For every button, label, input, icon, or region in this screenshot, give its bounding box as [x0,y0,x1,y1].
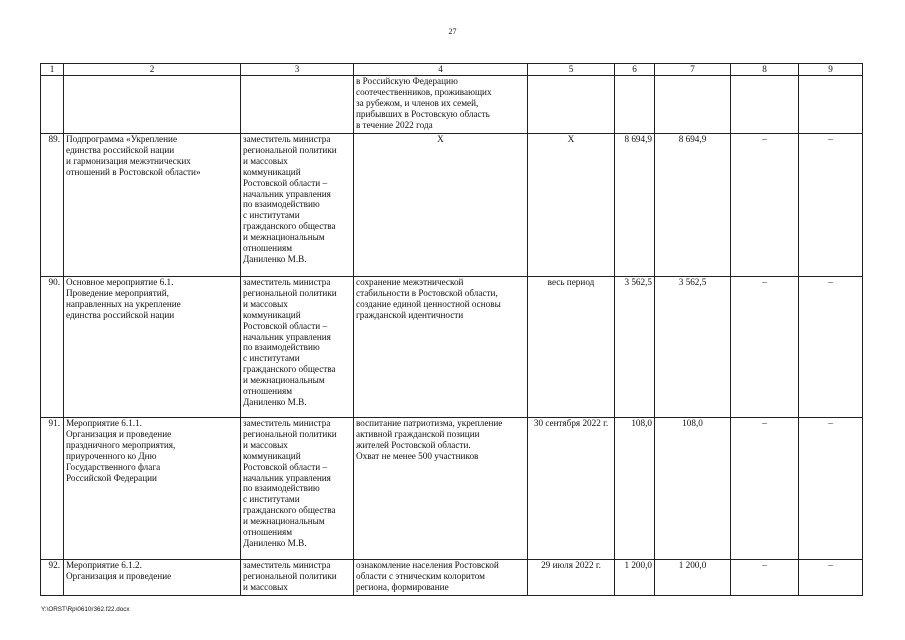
activity-name: Основное мероприятие 6.1. Проведение мероприятий, направленных на укрепление единства российской нации [64,277,241,418]
other-sources: – [799,134,863,277]
header-cell: 9 [799,64,863,76]
responsible-executor: заместитель министра региональной политики и массовых [241,560,354,596]
expected-result: сохранение межэтнической стабильности в Ростовской области, создание единой ценностной основы гражданской идентичности [354,277,528,418]
plan-table [40,63,863,596]
responsible-executor: заместитель министра региональной политики и массовых коммуникаций Ростовской области – начальник управления по взаимодействию с институтами гражданского общества и межнациональным отношениям Даниленко М.В. [241,277,354,418]
activity-name: Мероприятие 6.1.2. Организация и проведение [64,560,241,596]
expected-result: воспитание патриотизма, укрепление активной гражданской позиции жителей Ростовской области. Охват не менее 500 участников [354,418,528,560]
empty-cell [655,76,731,134]
table-row [41,560,863,596]
federal-budget: – [731,560,799,596]
row-number: 92. [41,560,64,596]
empty-cell [799,76,863,134]
table-row [41,277,863,418]
activity-name: Мероприятие 6.1.1. Организация и проведение праздничного мероприятия, приуроченного ко Дню Государственного флага Российской Федерации [64,418,241,560]
header-cell: 2 [64,64,241,76]
empty-cell [241,76,354,134]
regional-budget: 1 200,0 [655,560,731,596]
total-amount: 3 562,5 [615,277,655,418]
regional-budget: 3 562,5 [655,277,731,418]
continued-result-cell: в Российскую Федерацию соотечественников, проживающих за рубежом, и членов их семей, прибывших в Ростовскую область в течение 2022 года [354,76,528,134]
header-cell: 5 [528,64,615,76]
activity-name: Подпрограмма «Укрепление единства российской нации и гармонизация межэтнических отношений в Ростовской области» [64,134,241,277]
header-cell: 8 [731,64,799,76]
expected-result: ознакомление населения Ростовской области с этническим колоритом региона, формирование [354,560,528,596]
federal-budget: – [731,418,799,560]
header-cell: 1 [41,64,64,76]
responsible-executor: заместитель министра региональной политики и массовых коммуникаций Ростовской области – начальник управления по взаимодействию с институтами гражданского общества и межнациональным отношениям Даниленко М.В. [241,418,354,560]
implementation-period: 29 июля 2022 г. [528,560,615,596]
total-amount: 108,0 [615,418,655,560]
row-number: 91. [41,418,64,560]
empty-cell [528,76,615,134]
table-row [41,134,863,277]
responsible-executor: заместитель министра региональной политики и массовых коммуникаций Ростовской области – начальник управления по взаимодействию с институтами гражданского общества и межнациональным отношениям Даниленко М.В. [241,134,354,277]
total-amount: 8 694,9 [615,134,655,277]
page-number: 27 [448,27,457,36]
empty-cell [615,76,655,134]
implementation-period: 30 сентября 2022 г. [528,418,615,560]
header-cell: 7 [655,64,731,76]
regional-budget: 8 694,9 [655,134,731,277]
header-cell: 4 [354,64,528,76]
total-amount: 1 200,0 [615,560,655,596]
continuation-row [41,76,863,134]
other-sources: – [799,560,863,596]
implementation-period: весь период [528,277,615,418]
expected-result: Х [354,134,528,277]
table-row [41,418,863,560]
federal-budget: – [731,134,799,277]
empty-cell [64,76,241,134]
federal-budget: – [731,277,799,418]
implementation-period: Х [528,134,615,277]
regional-budget: 108,0 [655,418,731,560]
empty-cell [731,76,799,134]
row-number: 90. [41,277,64,418]
row-number: 89. [41,134,64,277]
other-sources: – [799,418,863,560]
file-path-footer: Y:\ORST\Rp\0610r362.f22.docx [41,606,130,613]
empty-cell [41,76,64,134]
other-sources: – [799,277,863,418]
header-cell: 6 [615,64,655,76]
column-number-row [41,64,863,76]
header-cell: 3 [241,64,354,76]
